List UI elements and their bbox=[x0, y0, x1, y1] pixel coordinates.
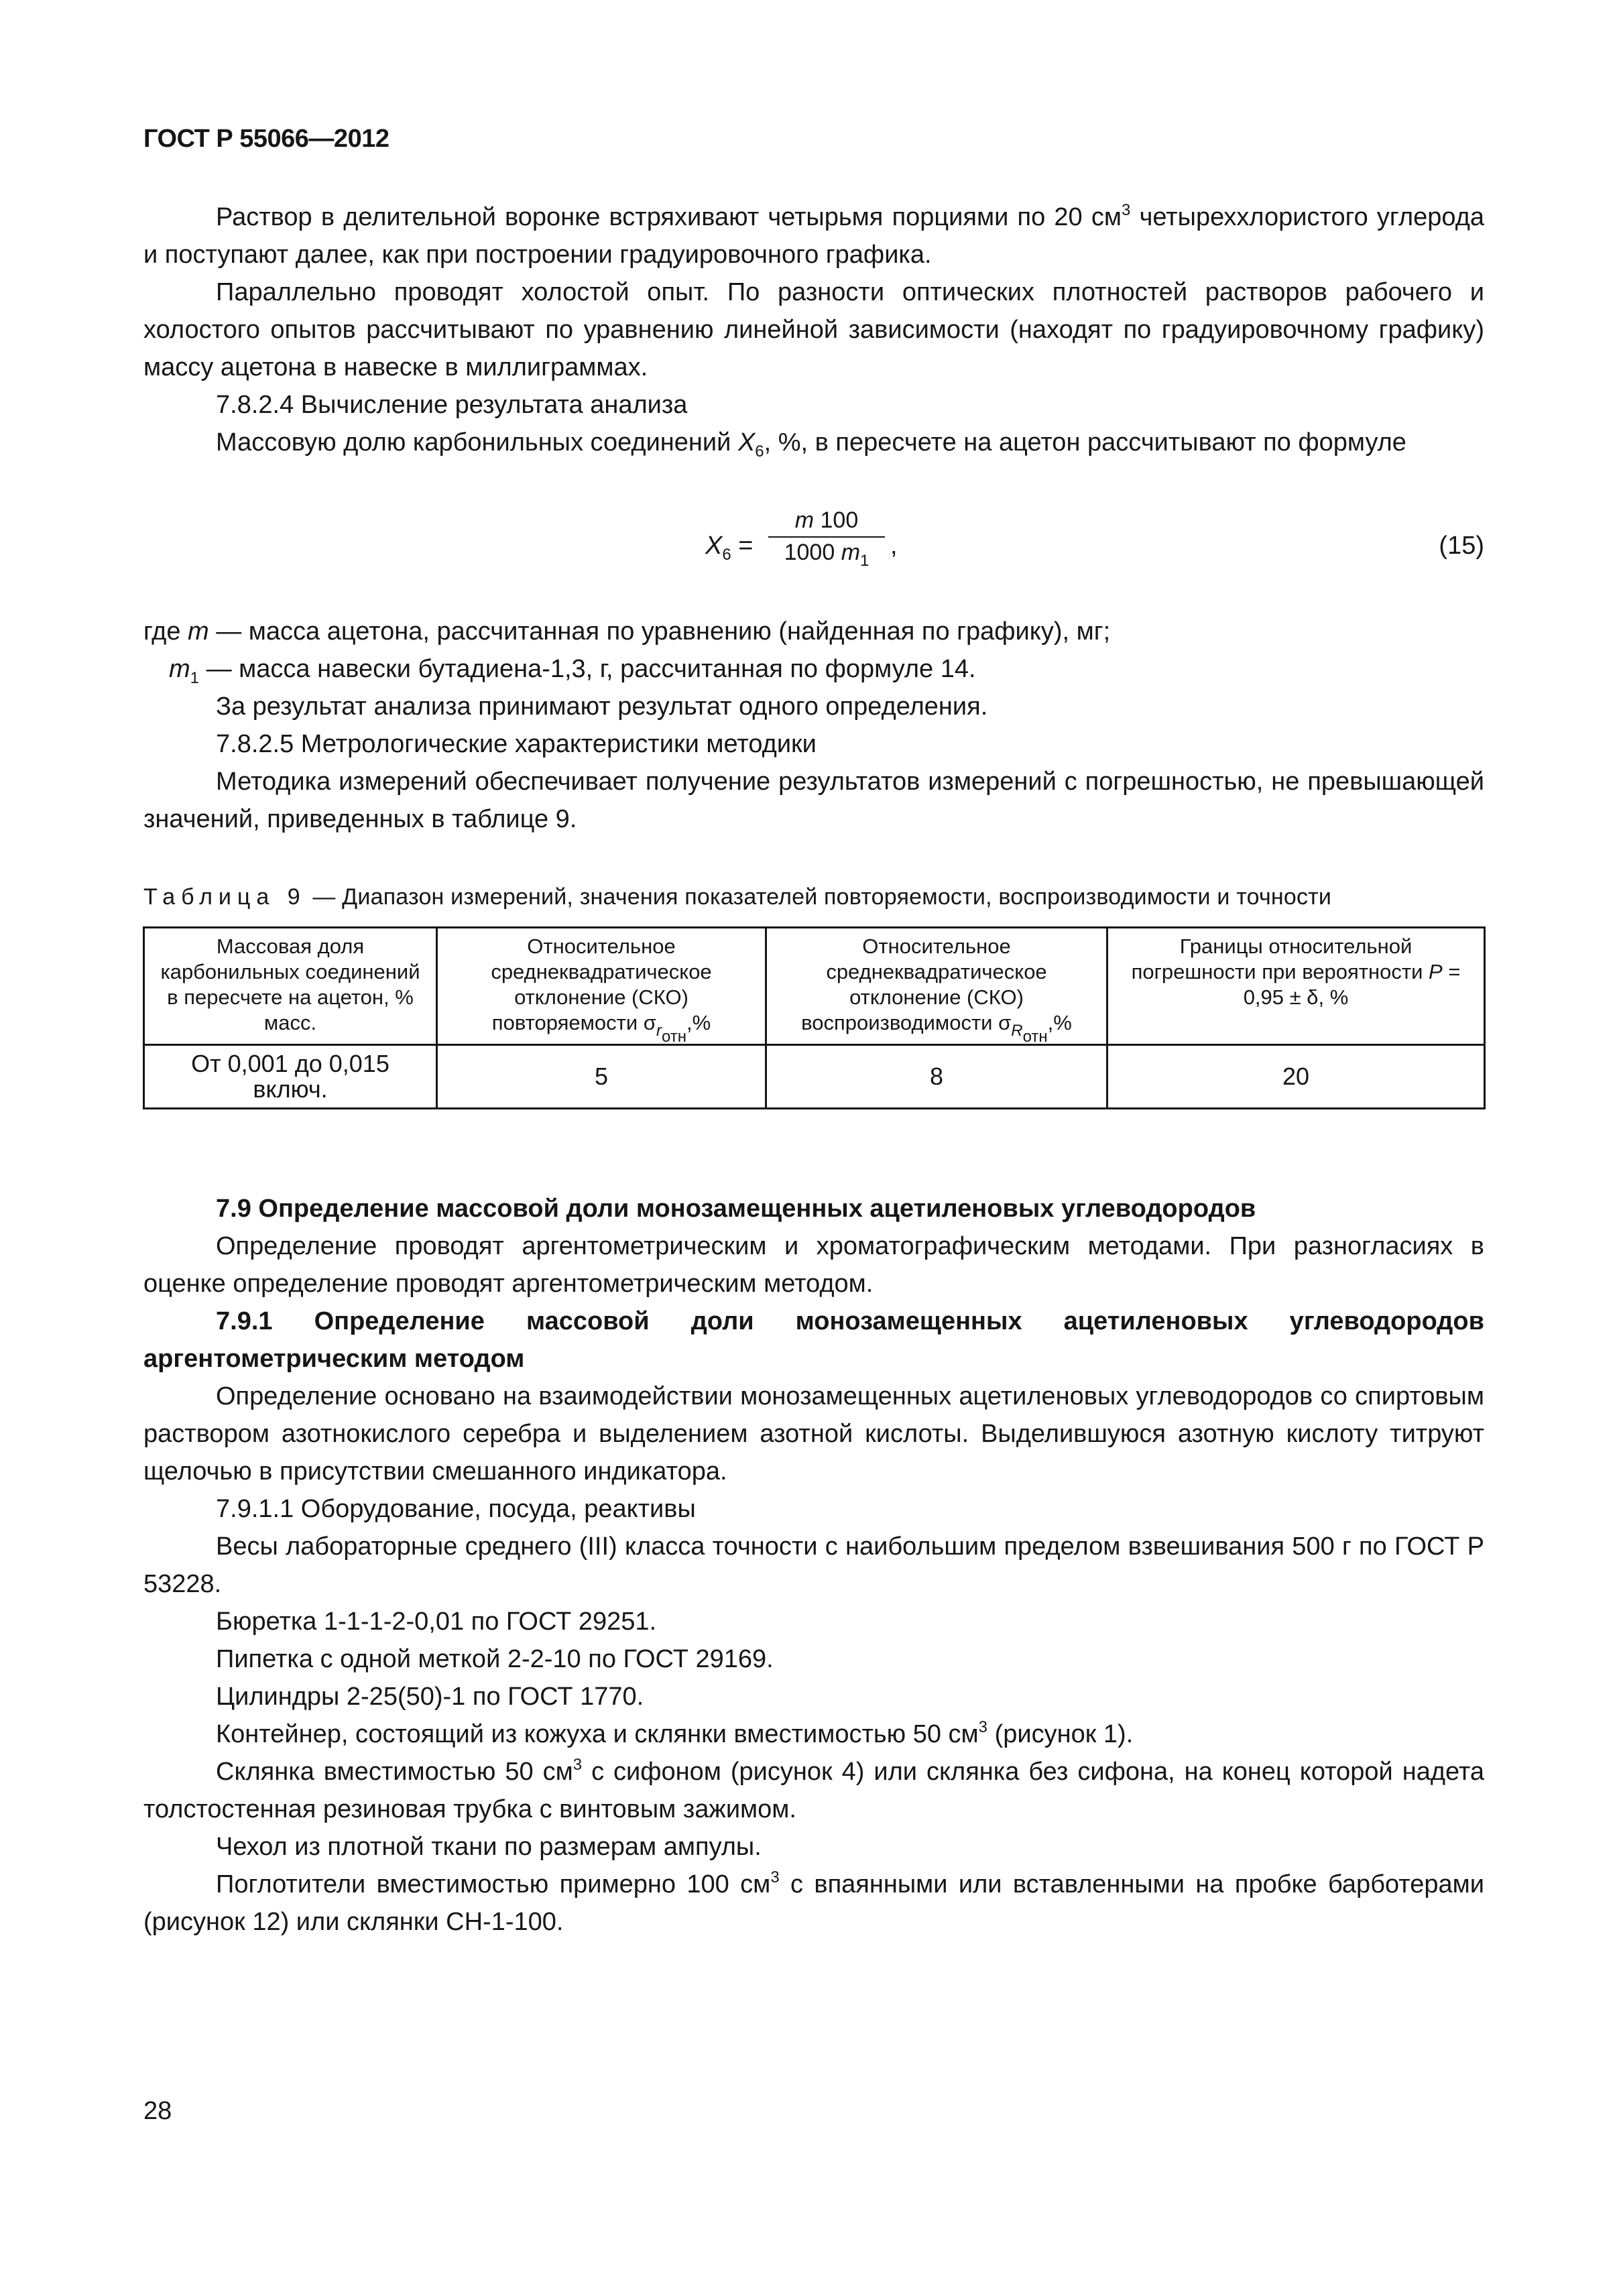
table-cell: 5 bbox=[437, 1045, 766, 1109]
table-header-row bbox=[144, 928, 1485, 1045]
text: — масса навески бутадиена-1,3, г, рассчитанная по формуле 14. bbox=[199, 655, 976, 683]
formula-comma: , bbox=[890, 532, 898, 560]
text: Границы относительной погрешности при вероятности bbox=[1131, 934, 1429, 983]
variable: m bbox=[794, 507, 815, 533]
text: с впаянными или вставленными на пробке барботерами (рисунок 12) или склянки СН-1-100. bbox=[143, 1870, 1484, 1936]
subsection-heading: 7.8.2.5 Метрологические характеристики методики bbox=[216, 730, 817, 758]
formula-denominator bbox=[768, 538, 885, 570]
table-caption bbox=[143, 884, 1484, 910]
subscript bbox=[1011, 1022, 1048, 1046]
text: (рисунок 1). bbox=[987, 1720, 1134, 1748]
text: ,% bbox=[1047, 1011, 1072, 1034]
variable: R bbox=[1011, 1022, 1023, 1040]
text: — масса ацетона, рассчитанная по уравнению (найденная по графику), мг; bbox=[208, 617, 1111, 646]
formula-numerator bbox=[768, 505, 885, 538]
text: Контейнер, состоящий из кожуха и склянки вместимостью 50 см bbox=[216, 1720, 979, 1748]
paragraph bbox=[143, 1753, 1484, 1828]
formula bbox=[143, 497, 1484, 598]
text: Относительное среднеквадратическое отклонение (СКО) воспроизводимости σ bbox=[801, 934, 1047, 1034]
subscript: 6 bbox=[755, 442, 764, 461]
text: Массовую долю карбонильных соединений bbox=[216, 428, 738, 457]
subscript: отн bbox=[661, 1028, 687, 1046]
superscript: 3 bbox=[573, 1756, 583, 1774]
text: четыреххлористого углерода и поступают далее, как при построении градуировочного графика. bbox=[143, 203, 1485, 269]
subscript: отн bbox=[1022, 1028, 1048, 1046]
text: ,% bbox=[686, 1011, 711, 1034]
table-header-cell bbox=[766, 928, 1107, 1045]
paragraph: Весы лабораторные среднего (III) класса точности с наибольшим пределом взвешивания 500 г по ГОСТ Р 53228. bbox=[143, 1532, 1484, 1598]
where-line bbox=[143, 650, 1484, 688]
text: 1000 bbox=[784, 540, 841, 565]
paragraph bbox=[143, 1715, 1484, 1753]
table-cell: 20 bbox=[1107, 1045, 1485, 1109]
text: , %, в пересчете на ацетон рассчитывают по формуле bbox=[764, 428, 1406, 457]
subsection-heading: 7.9.1.1 Оборудование, посуда, реактивы bbox=[216, 1495, 696, 1523]
text: Склянка вместимостью 50 см bbox=[216, 1758, 573, 1786]
paragraph: Параллельно проводят холостой опыт. По разности оптических плотностей растворов рабочего и холостого опытов рассчитывают по уравнению линейной зависимости (находят по градуировочному графику) массу ацетона в навеске в миллиграммах. bbox=[143, 278, 1484, 381]
page-number: 28 bbox=[143, 2097, 172, 2125]
text: Относительное среднеквадратическое отклонение (СКО) повторяемости σ bbox=[491, 934, 712, 1034]
text: Поглотители вместимостью примерно 100 см bbox=[216, 1870, 771, 1898]
paragraph bbox=[143, 424, 1484, 461]
text: где bbox=[143, 617, 188, 646]
subsection-heading: 7.8.2.4 Вычисление результата анализа bbox=[216, 391, 688, 419]
paragraph bbox=[143, 1866, 1484, 1941]
paragraph bbox=[143, 198, 1484, 274]
superscript: 3 bbox=[770, 1868, 780, 1886]
data-table bbox=[143, 926, 1486, 1109]
subsection-heading: 7.9.1 Определение массовой доли монозамещенных ацетиленовых углеводородов аргентометрическим методом bbox=[143, 1307, 1484, 1373]
superscript: 3 bbox=[978, 1718, 988, 1736]
paragraph: Определение проводят аргентометрическим и хроматографическим методами. При разногласиях в оценке определение проводят аргентометрическим методом. bbox=[143, 1232, 1484, 1298]
subscript: 6 bbox=[722, 546, 731, 564]
table-header-cell bbox=[1107, 928, 1485, 1045]
text: Раствор в делительной воронке встряхивают четырьмя порциями по 20 см bbox=[216, 203, 1122, 231]
text: с сифоном (рисунок 4) или склянка без сифона, на конец которой надета толстостенная резиновая трубка с винтовым зажимом. bbox=[143, 1758, 1484, 1823]
document-body bbox=[143, 198, 1484, 1941]
table-caption-label: Таблица 9 bbox=[143, 884, 306, 910]
table-cell: 8 bbox=[766, 1045, 1107, 1109]
subscript: 1 bbox=[860, 552, 869, 570]
text: = 0,95 ± δ, % bbox=[1243, 960, 1461, 1009]
formula-number: (15) bbox=[1439, 532, 1484, 560]
paragraph: Цилиндры 2-25(50)-1 по ГОСТ 1770. bbox=[216, 1683, 644, 1711]
variable: X bbox=[737, 428, 756, 457]
variable: m bbox=[841, 540, 861, 565]
standard-header: ГОСТ Р 55066—2012 bbox=[143, 125, 389, 153]
variable: r bbox=[656, 1022, 662, 1040]
paragraph: Определение основано на взаимодействии монозамещенных ацетиленовых углеводородов со спиртовым раствором азотнокислого серебра и выделением азотной кислоты. Выделившуюся азотную кислоту титруют щелочью в присутствии смешанного индикатора. bbox=[143, 1382, 1484, 1486]
where-line bbox=[143, 613, 1484, 650]
variable: m bbox=[169, 655, 190, 683]
section-heading: 7.9 Определение массовой доли монозамещенных ацетиленовых углеводородов bbox=[216, 1195, 1256, 1223]
indent bbox=[143, 655, 169, 683]
paragraph: Бюретка 1-1-1-2-0,01 по ГОСТ 29251. bbox=[216, 1608, 657, 1636]
variable: X bbox=[705, 532, 723, 560]
table-row bbox=[144, 1045, 1485, 1109]
table-header-cell bbox=[437, 928, 766, 1045]
formula-lhs bbox=[705, 527, 753, 564]
paragraph: За результат анализа принимают результат одного определения. bbox=[216, 692, 988, 721]
subscript: 1 bbox=[190, 669, 200, 687]
subscript bbox=[656, 1022, 687, 1046]
variable: P bbox=[1429, 960, 1443, 983]
formula-fraction bbox=[768, 505, 885, 570]
table-cell: От 0,001 до 0,015 включ. bbox=[144, 1045, 437, 1109]
text: 100 bbox=[814, 507, 859, 533]
paragraph: Пипетка с одной меткой 2-2-10 по ГОСТ 29169. bbox=[216, 1645, 774, 1673]
variable: m bbox=[188, 617, 209, 646]
paragraph: Методика измерений обеспечивает получение результатов измерений с погрешностью, не превышающей значений, приведенных в таблице 9. bbox=[143, 768, 1484, 833]
text: — Диапазон измерений, значения показателей повторяемости, воспроизводимости и точности bbox=[306, 884, 1332, 910]
superscript: 3 bbox=[1122, 201, 1131, 219]
paragraph: Чехол из плотной ткани по размерам ампулы. bbox=[216, 1833, 762, 1861]
equals-sign: = bbox=[731, 532, 754, 560]
table-header-cell: Массовая доля карбонильных соединений в пересчете на ацетон, % масс. bbox=[144, 928, 437, 1045]
